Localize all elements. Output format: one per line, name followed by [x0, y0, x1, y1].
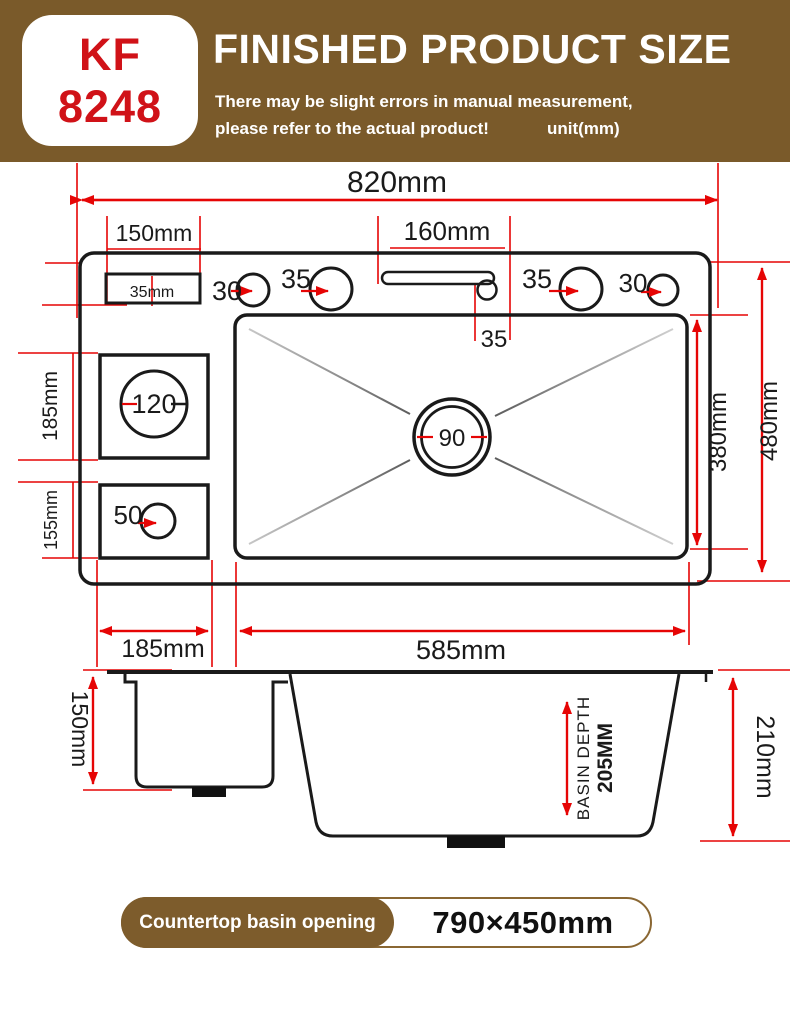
hole-35-right	[560, 268, 602, 310]
dim-35-offset-label: 35	[480, 326, 508, 353]
header-banner	[0, 0, 790, 162]
subtitle-line1: There may be slight errors in manual measurement,	[215, 92, 633, 111]
dim-820mm-label: 820mm	[346, 166, 448, 199]
badge-label: Countertop basin opening	[121, 897, 394, 948]
hole-pointer-arrows	[138, 291, 661, 523]
dim-185mm-bottom-label: 185mm	[121, 635, 205, 663]
dim-185mm-left-label: 185mm	[39, 370, 62, 442]
dim-150mm-side-label: 150mm	[67, 690, 93, 768]
large-basin-drain-stub	[447, 836, 505, 848]
basin-depth-label-line1: BASIN DEPTH	[574, 695, 593, 821]
dim-150mm-label: 150mm	[115, 220, 193, 246]
model-code-line1: KF	[79, 28, 141, 80]
hole-30-left-label: 30	[211, 276, 243, 306]
dim-155mm-left-label: 155mm	[41, 489, 61, 551]
dim-210mm-label: 210mm	[751, 715, 779, 799]
ledge-rect-35mm-label: 35mm	[129, 284, 175, 301]
sink-dimension-drawing	[0, 160, 790, 900]
dim-380mm-label: 380mm	[705, 391, 732, 473]
dim-480mm-label: 480mm	[756, 380, 783, 462]
hole-35-left	[310, 268, 352, 310]
hole-50	[141, 504, 175, 538]
small-basin-drain-stub	[192, 787, 226, 797]
subtitle-line2-row	[215, 115, 633, 142]
hole-30-right	[648, 275, 678, 305]
subtitle-line2: please refer to the actual product!	[215, 119, 489, 138]
faucet-slot	[382, 272, 494, 284]
model-code-line2: 8248	[57, 80, 163, 132]
dim-585mm-label: 585mm	[415, 635, 507, 665]
unit-label: unit(mm)	[546, 119, 620, 138]
hole-50-label: 50	[113, 500, 143, 530]
large-basin-profile	[290, 674, 679, 836]
model-badge	[22, 15, 198, 146]
badge-value: 790×450mm	[432, 904, 614, 940]
dim-160mm-label: 160mm	[403, 216, 491, 246]
countertop-opening-badge	[121, 897, 652, 948]
small-basin-profile	[125, 674, 288, 787]
basin-depth-label-line2: 205MM	[594, 722, 617, 794]
page-title: FINISHED PRODUCT SIZE	[213, 26, 732, 72]
hole-35-left-label: 35	[280, 264, 312, 294]
side-view-red-lines	[83, 670, 790, 841]
hole-120-label: 120	[131, 389, 177, 419]
drain-90-label: 90	[438, 425, 466, 452]
hole-35-right-label: 35	[521, 264, 553, 294]
hole-30-right-label: 30	[618, 268, 648, 298]
header-subtitle	[215, 88, 633, 142]
